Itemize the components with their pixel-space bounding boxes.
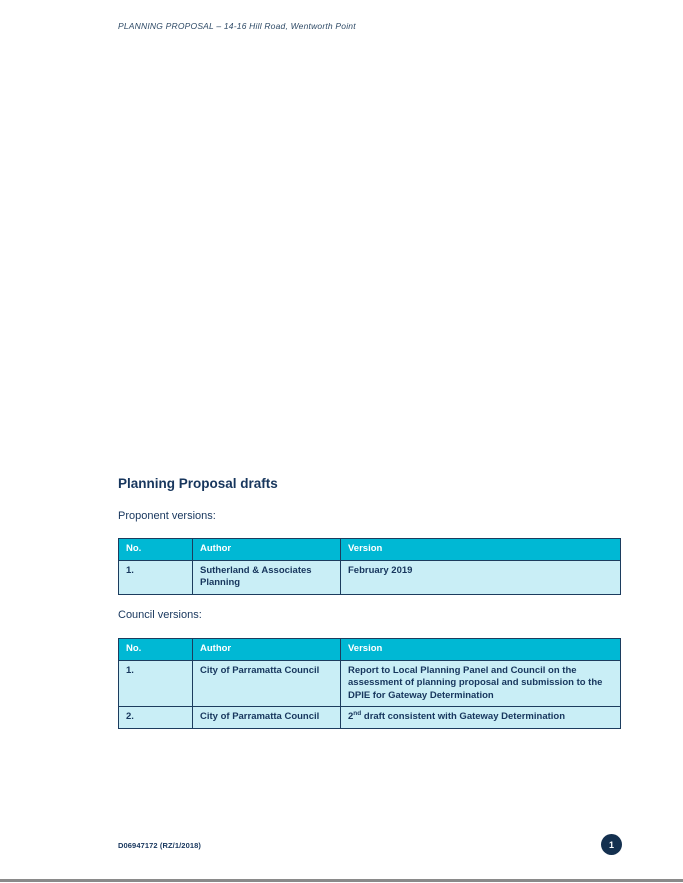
cell-author: City of Parramatta Council (193, 660, 341, 707)
cell-version: February 2019 (341, 560, 621, 594)
running-header-title: PLANNING PROPOSAL – 14-16 Hill Road, Wentworth Point (118, 21, 356, 31)
version-ordinal: nd (353, 709, 362, 717)
footer-document-reference: D06947172 (RZ/1/2018) (118, 841, 201, 850)
table-row (119, 707, 621, 729)
version-number: 2 (348, 711, 354, 722)
table-header-row (119, 639, 621, 661)
proponent-versions-table (118, 538, 621, 595)
header-cell-author: Author (193, 539, 341, 561)
cell-no: 1. (119, 660, 193, 707)
cell-no: 2. (119, 707, 193, 729)
header-cell-version: Version (341, 539, 621, 561)
header-cell-no: No. (119, 639, 193, 661)
proponent-versions-label: Proponent versions: (118, 510, 216, 522)
page-number: 1 (608, 839, 614, 850)
cell-author: City of Parramatta Council (193, 707, 341, 729)
page-number-badge (601, 834, 622, 855)
cell-author: Sutherland & Associates Planning (193, 560, 341, 594)
cell-version: Report to Local Planning Panel and Council on the assessment of planning proposal and submission to the DPIE for Gateway Determination (341, 660, 621, 707)
table-row (119, 660, 621, 707)
page-bottom-edge-line (0, 879, 683, 882)
table-header-row (119, 539, 621, 561)
cell-version (341, 707, 621, 729)
section-heading: Planning Proposal drafts (118, 476, 278, 491)
header-cell-version: Version (341, 639, 621, 661)
council-versions-table (118, 638, 621, 729)
header-cell-author: Author (193, 639, 341, 661)
header-cell-no: No. (119, 539, 193, 561)
council-versions-label: Council versions: (118, 609, 202, 621)
version-text: draft consistent with Gateway Determination (363, 711, 566, 722)
table-row (119, 560, 621, 594)
cell-no: 1. (119, 560, 193, 594)
